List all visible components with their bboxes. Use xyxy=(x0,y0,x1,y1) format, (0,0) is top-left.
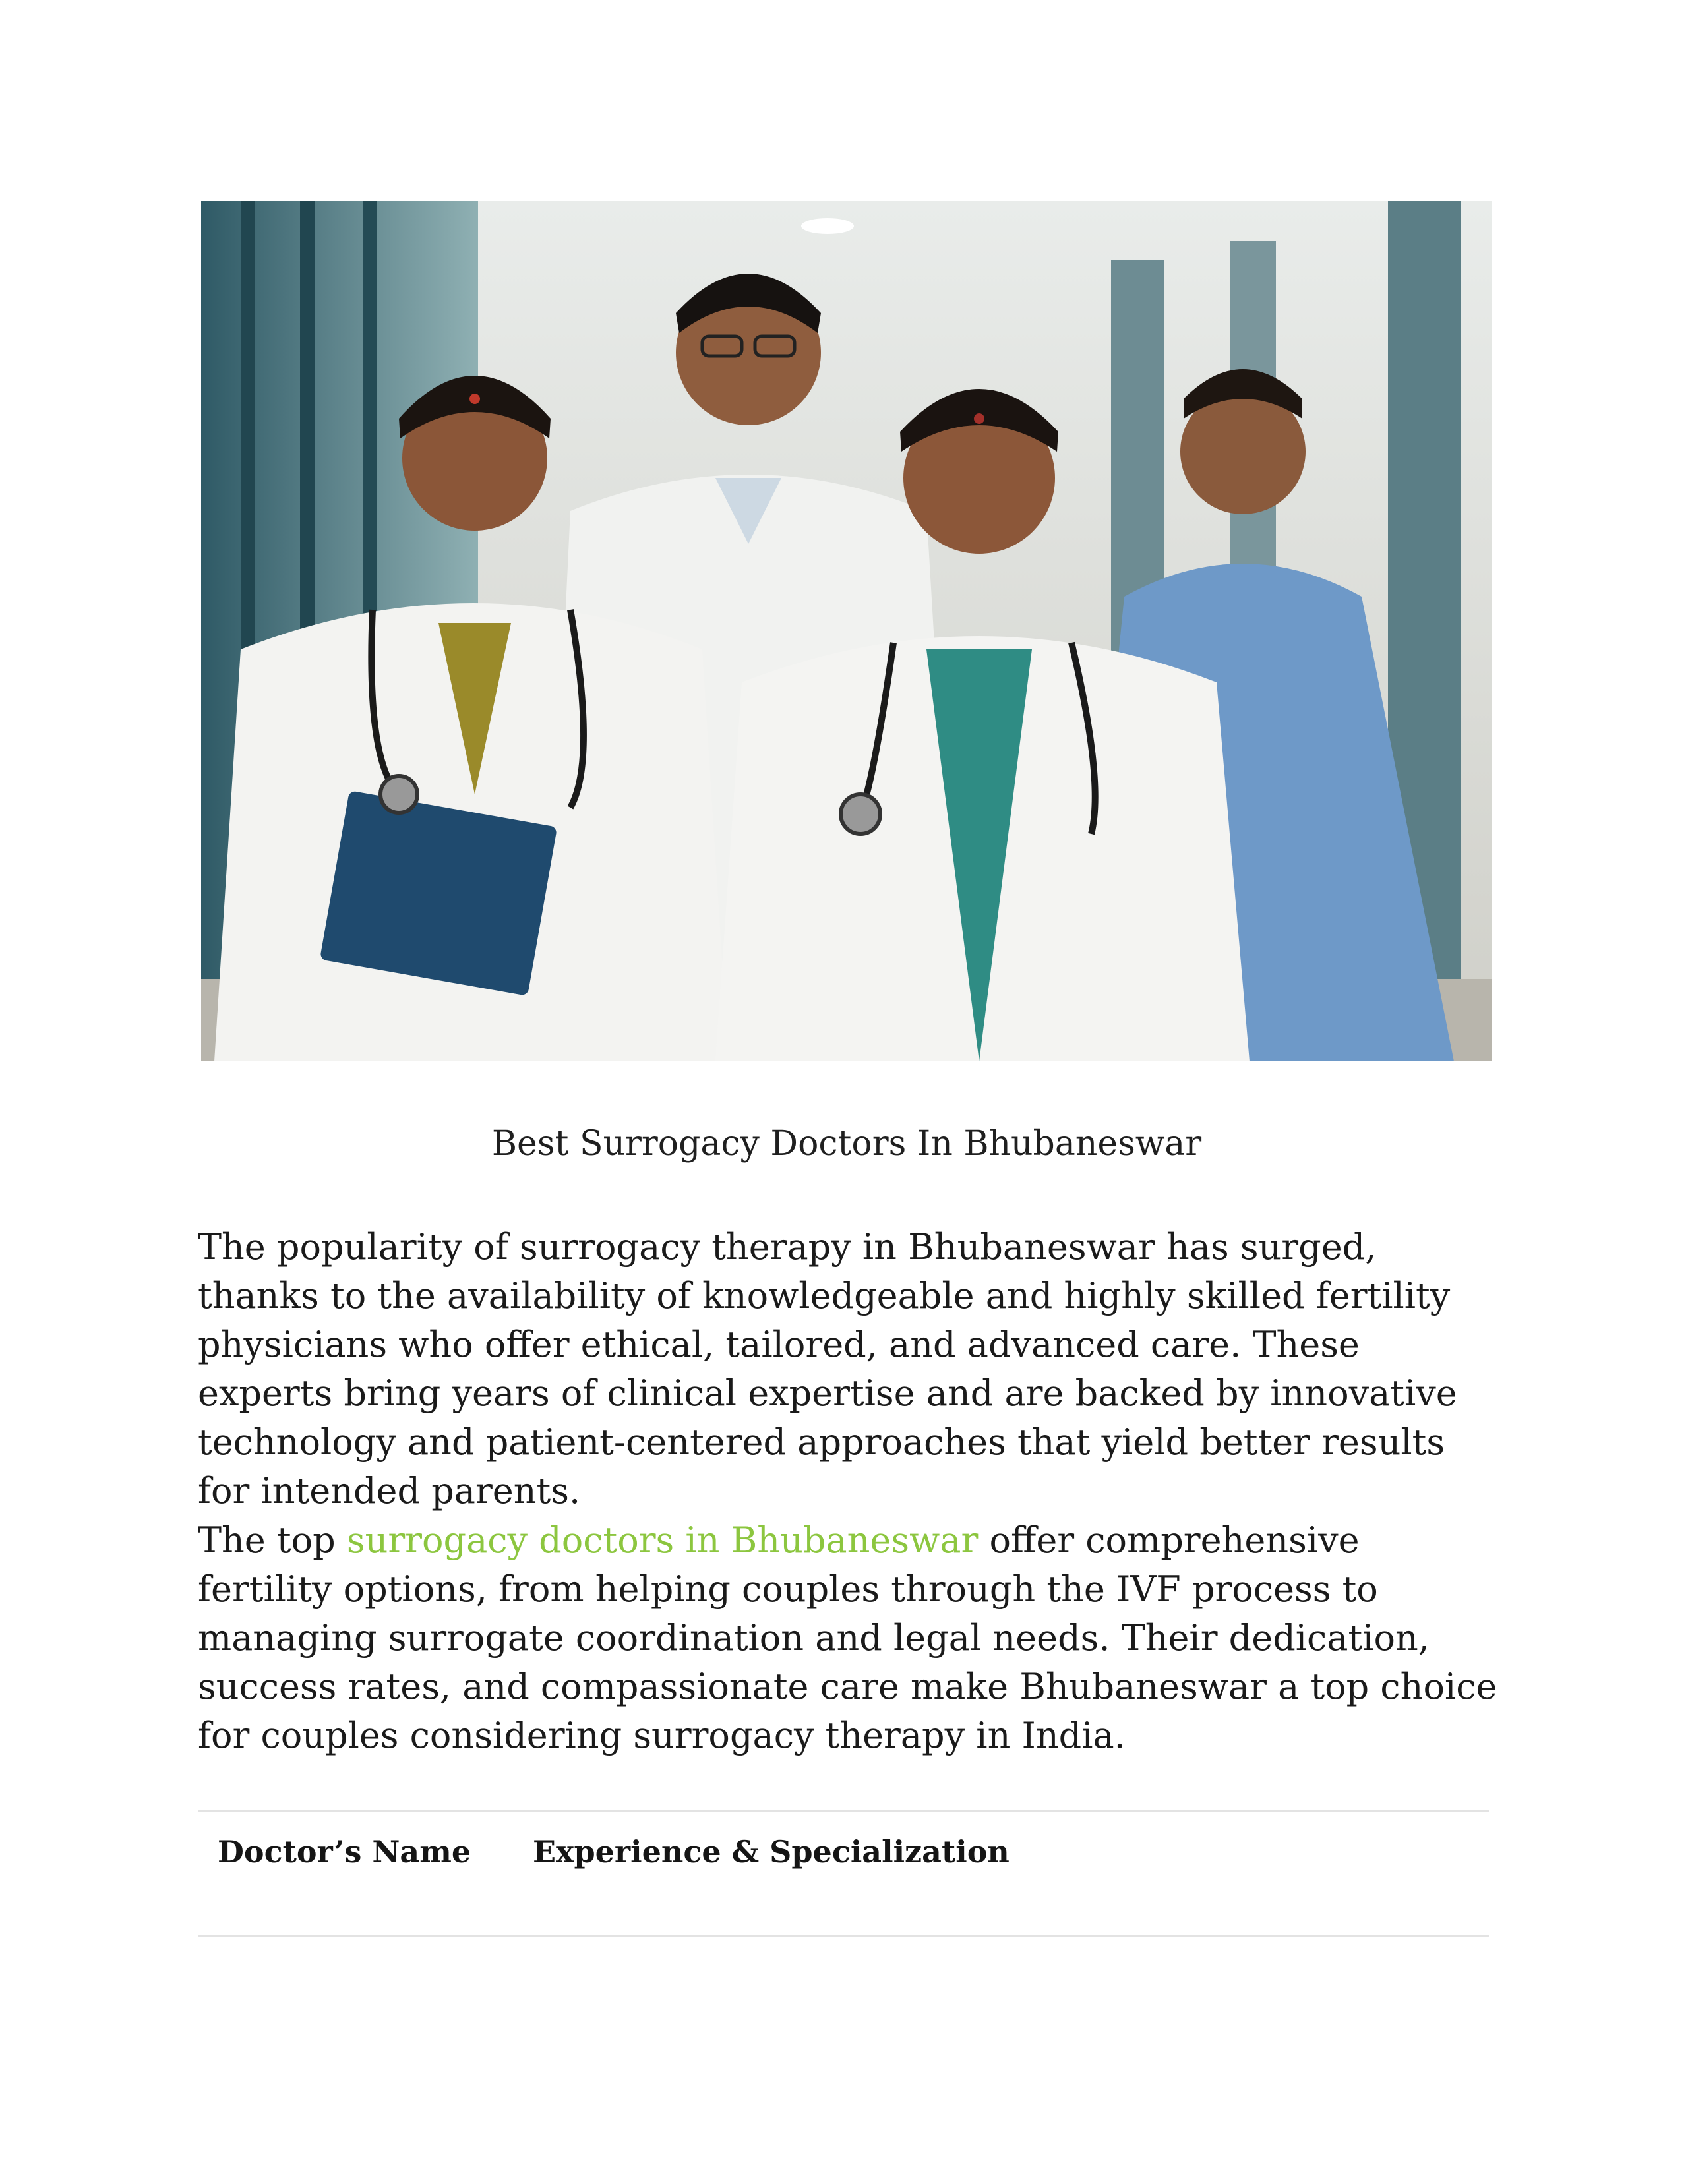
surrogacy-doctors-link[interactable]: surrogacy doctors in Bhubaneswar xyxy=(346,1520,979,1561)
doctors-team-photo xyxy=(201,201,1492,1061)
body-paragraph-text-end: offer comprehensive fertility options, from helping couples through the IVF process to managing surrogate coordination and legal needs. Their dedication, success rates, and compassionate care make Bhubaneswar a top choice for couples considering surrogacy therapy in India. xyxy=(198,1520,1497,1756)
intro-paragraph: The popularity of surrogacy therapy in Bhubaneswar has surged, thanks to the availability of knowledgeable and highly skilled fertility physicians who offer ethical, tailored, and advanced care. These experts bring years of clinical expertise and are backed by innovative technology and patient-centered approaches that yield better results for intended parents. xyxy=(198,1226,1457,1512)
table-header-experience: Experience & Specialization xyxy=(533,1834,1010,1870)
doctors-table xyxy=(198,1810,1489,1937)
table-header-doctor-name: Doctor’s Name xyxy=(218,1834,471,1870)
body-paragraph xyxy=(198,1516,1503,1760)
body-paragraph-text-start: The top xyxy=(198,1520,347,1561)
image-caption: Best Surrogacy Doctors In Bhubaneswar xyxy=(491,1124,1202,1164)
